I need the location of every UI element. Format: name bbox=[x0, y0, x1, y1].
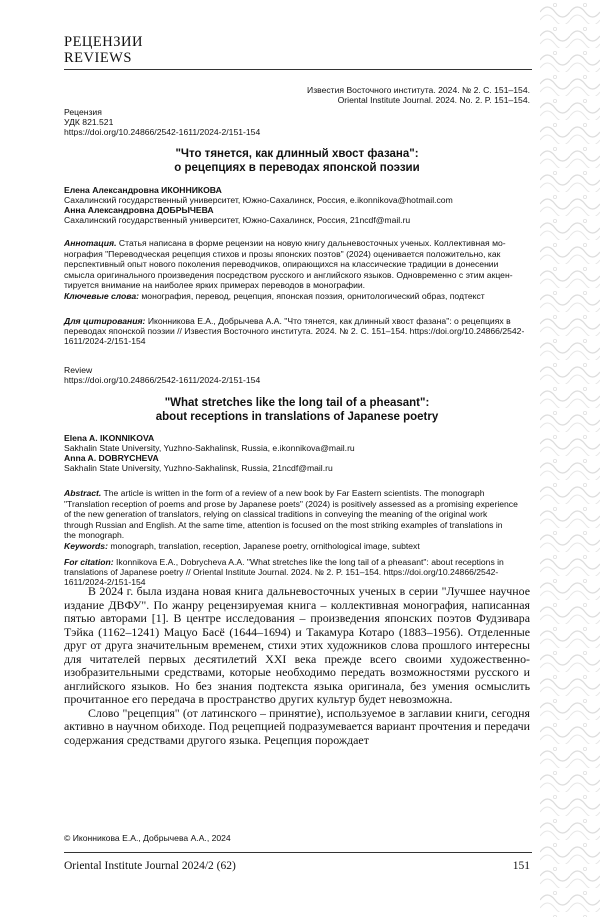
abstract-en bbox=[64, 488, 530, 552]
ru-meta bbox=[64, 107, 260, 137]
section-heading-en: REVIEWS bbox=[64, 50, 132, 66]
abstract-label-ru: Аннотация. bbox=[64, 238, 117, 248]
citation-ru-line: 1611/2024-2/151-154 bbox=[64, 336, 146, 346]
citation-en-line: Ikonnikova E.A., Dobrycheva A.A. "What stretches like the long tail of a pheasant": about receptions in bbox=[116, 557, 504, 567]
keywords-ru: монография, перевод, рецепция, японская поэзия, орнитологический образ, подтекст bbox=[141, 290, 485, 301]
article-page bbox=[64, 0, 530, 917]
citation-ru-line: переводах японской поэзии // Известия Восточного института. 2024. № 2. С. 151–154. https://doi.org/10.24866/2542- bbox=[64, 326, 525, 336]
author2-name-ru: Анна Александровна ДОБРЫЧЕВА bbox=[64, 205, 214, 215]
author2-name-en: Anna A. DOBRYCHEVA bbox=[64, 453, 159, 463]
author1-affiliation-en: Sakhalin State University, Yuzhno-Sakhalinsk, Russia, e.ikonnikova@mail.ru bbox=[64, 443, 355, 453]
author1-name-en: Elena A. IKONNIKOVA bbox=[64, 433, 155, 443]
footer-journal-name: Oriental Institute Journal 2024/2 (62) bbox=[64, 860, 236, 872]
author1-name-ru: Елена Александровна ИКОННИКОВА bbox=[64, 185, 222, 195]
author1-affiliation-ru: Сахалинский государственный университет, Южно-Сахалинск, Россия, e.ikonnikova@hotmail.com bbox=[64, 195, 453, 205]
article-title-ru bbox=[64, 147, 530, 175]
author2-affiliation-ru: Сахалинский государственный университет, Южно-Сахалинск, Россия, 21ncdf@mail.ru bbox=[64, 215, 411, 225]
title-ru-line2: о рецепциях в переводах японской поэзии bbox=[174, 162, 420, 174]
en-meta bbox=[64, 365, 260, 385]
copyright-notice: © Иконникова Е.А., Добрычева А.А., 2024 bbox=[64, 833, 231, 843]
keywords-label-ru: Ключевые слова: bbox=[64, 290, 139, 301]
citation-en bbox=[64, 557, 530, 587]
title-en-line2: about receptions in translations of Japanese poetry bbox=[155, 411, 439, 423]
abstract-ru-line: Статья написана в форме рецензии на новую книгу дальневосточных ученых. Коллективная мо- bbox=[118, 238, 506, 248]
abstract-ru-line: тируется внимание на наиболее ярких примерах переводов в монографии. bbox=[64, 280, 366, 291]
abstract-en-line: "Translation reception of poems and prose by Japanese poets" (2024) is positively assessed as a promising experience bbox=[64, 498, 518, 509]
journal-reference bbox=[307, 85, 530, 105]
article-body bbox=[64, 585, 530, 748]
header-divider bbox=[64, 69, 532, 70]
citation-en-line: translations of Japanese poetry // Oriental Institute Journal. 2024. № 2. P. 151–154. https://doi.org/10.24866/2542- bbox=[64, 567, 499, 577]
section-heading-ru: РЕЦЕНЗИИ bbox=[64, 34, 143, 50]
abstract-en-line: of the new generation of translators, relying on classical traditions in conveying the meaning of the original work bbox=[64, 509, 488, 520]
citation-ru bbox=[64, 316, 530, 346]
footer-divider bbox=[64, 852, 532, 853]
keywords-en: monograph, translation, reception, Japanese poetry, ornithological image, subtext bbox=[110, 540, 420, 551]
abstract-ru-line: перспективный опыт нового поколения переводчиков, опирающихся на классические традиции в донесении bbox=[64, 259, 499, 270]
udc-code: УДК 821.521 bbox=[64, 117, 114, 127]
citation-ru-line: Иконникова Е.А., Добрычева А.А. "Что тянется, как длинный хвост фазана": о рецепциях в bbox=[147, 316, 511, 326]
article-title-en bbox=[64, 396, 530, 424]
body-paragraph: В 2024 г. была издана новая книга дальневосточных ученых в серии "Лучшее научное издание ДВФУ". По жанру рецензируемая книга – коллективная монография, написанная пятью авторами [1]. В центре исследования – произведения японских поэтов Фудзивара Тэйка (1162–1241) Мацуо Басё (1644–1694) и Такамура Котаро (1883–1956). Отделенные друг от друга значительным временем, стихи этих художников слова прошлого интересны для читателей первых десятилетий XXI века прежде всего своими художественно-изобразительными средствами, которые необходимо передать возможностями русского и английского языков. Но без знания подтекста языка оригинала, без умения осмыслить прочитанное его передача в пространство других культур будет невозможна. bbox=[64, 584, 530, 707]
body-paragraph: Слово "рецепция" (от латинского – принятие), используемое в заглавии книги, сегодня активно в научном обиходе. Под рецепцией подразумевается вариант прочтения и передачи содержания средствами другого языка. Рецепция порождает bbox=[64, 705, 530, 748]
journal-reference-en: Oriental Institute Journal. 2024. No. 2. P. 151–154. bbox=[337, 95, 530, 105]
citation-label-en: For citation: bbox=[64, 557, 114, 567]
article-type-en: Review bbox=[64, 365, 93, 375]
abstract-en-line: the monograph. bbox=[64, 530, 125, 541]
page-number: 151 bbox=[512, 860, 530, 872]
authors-ru bbox=[64, 185, 453, 225]
citation-label-ru: Для цитирования: bbox=[64, 316, 146, 326]
doi-link-ru[interactable]: https://doi.org/10.24866/2542-1611/2024-2/151-154 bbox=[64, 127, 261, 137]
citation-en-line: 1611/2024-2/151-154 bbox=[64, 577, 146, 587]
author2-affiliation-en: Sakhalin State University, Yuzhno-Sakhalinsk, Russia, 21ncdf@mail.ru bbox=[64, 463, 333, 473]
title-ru-line1: "Что тянется, как длинный хвост фазана": bbox=[175, 148, 419, 160]
keywords-label-en: Keywords: bbox=[64, 540, 108, 551]
abstract-ru bbox=[64, 238, 530, 302]
journal-reference-ru: Известия Восточного института. 2024. № 2. С. 151–154. bbox=[307, 85, 530, 95]
doi-link-en[interactable]: https://doi.org/10.24866/2542-1611/2024-2/151-154 bbox=[64, 375, 261, 385]
abstract-en-line: The article is written in the form of a review of a new book by Far Eastern scientists. The monograph bbox=[103, 488, 485, 498]
abstract-ru-line: смысла оригинального произведения посредством русского и английского языков. Одновременно с этим акцен- bbox=[64, 269, 513, 280]
abstract-label-en: Abstract. bbox=[64, 488, 102, 498]
article-type-ru: Рецензия bbox=[64, 107, 102, 117]
abstract-en-line: through Russian and English. At the same time, attention is focused on the most striking examples of translations in bbox=[64, 519, 503, 530]
decorative-pattern-strip bbox=[540, 0, 600, 917]
authors-en bbox=[64, 433, 355, 473]
title-en-line1: "What stretches like the long tail of a pheasant": bbox=[164, 397, 430, 409]
abstract-ru-line: нография "Переводческая рецепция стихов и прозы японских поэтов" (2024) оценивается положительно, как bbox=[64, 248, 501, 259]
